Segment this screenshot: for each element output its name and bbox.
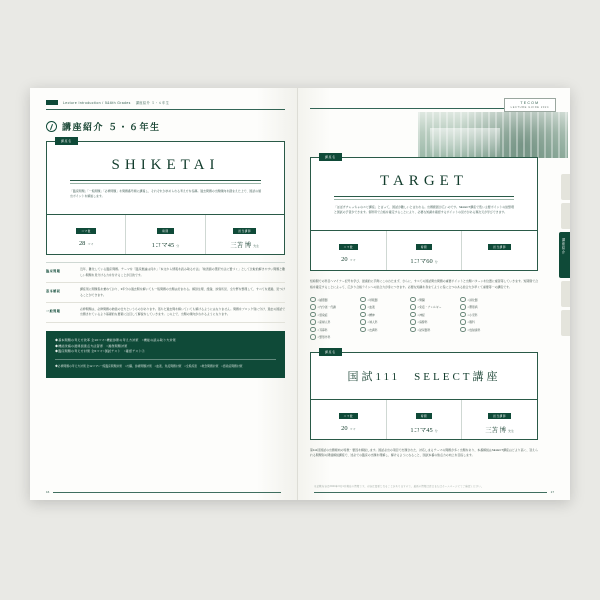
subject-item bbox=[460, 304, 506, 310]
course-description: 「臨床問題」「一般問題」「必修問題」を問題番号順に講義し、それぞれが求められる考え方を指導。過去問題の出題傾向を踏まえた上で、国試の頻出ポイントを解説します。 bbox=[70, 189, 261, 199]
spec-label: 担当講師 bbox=[488, 413, 511, 419]
side-tab-list bbox=[559, 174, 570, 336]
spec-unit: 分 bbox=[434, 260, 438, 265]
bullet-icon bbox=[410, 312, 416, 318]
bullet-icon bbox=[310, 327, 316, 333]
spec-cell-lessons bbox=[47, 215, 126, 254]
subject-item bbox=[460, 327, 506, 333]
bullet-icon bbox=[360, 319, 366, 325]
spec-value: 20 bbox=[341, 424, 348, 432]
spec-label: 担当講師 bbox=[233, 228, 256, 234]
spec-label: コマ数 bbox=[339, 244, 359, 250]
spec-unit: コマ bbox=[349, 258, 356, 263]
header-photo bbox=[418, 112, 568, 158]
running-header-en: Lecture Introduction / 5&6th Grades bbox=[63, 100, 131, 105]
right-page-footer bbox=[314, 490, 554, 494]
subject-label: ○麻酔科 bbox=[417, 320, 428, 324]
course-card-shiketai bbox=[46, 141, 285, 255]
highlight-point: ◆基本問題の考え方改革 全10コマ○機能診断の考え方対策 ○機能の読み取り方対策 bbox=[55, 337, 176, 342]
subject-label: ○内分泌・代謝 bbox=[317, 305, 336, 309]
subject-label: ○呼吸器 bbox=[367, 297, 378, 302]
bullet-icon bbox=[410, 304, 416, 310]
footer-rule bbox=[314, 492, 547, 493]
spec-value: 28 bbox=[78, 240, 86, 248]
spec-cell-duration bbox=[387, 400, 463, 439]
bullet-icon bbox=[460, 327, 466, 333]
feature-text: 近年、難化している臨床問題。テーマを「臨床推論は何か」「本文から情報を読み取る方法」「検査値の選択方法に置づく」として比較的解きやすい問題と難しい問題を見分ける力を付けることが目的です。 bbox=[80, 267, 285, 277]
side-tab-active[interactable] bbox=[559, 232, 570, 278]
magazine-spread bbox=[30, 88, 570, 500]
subject-item bbox=[360, 319, 406, 325]
spec-label: コマ数 bbox=[76, 228, 96, 234]
subject-label: ○耳鼻科 bbox=[317, 327, 328, 332]
subject-label: ○精神 bbox=[367, 312, 375, 317]
card-badge: 講座名 bbox=[55, 137, 78, 145]
course-title: 国試111 SELECT講座 bbox=[347, 370, 501, 383]
feature-label: 臨床問題 bbox=[46, 269, 61, 274]
subject-item bbox=[310, 297, 356, 303]
footer-rule bbox=[53, 492, 281, 493]
card-badge: 講座名 bbox=[319, 153, 342, 161]
bullet-icon bbox=[310, 334, 316, 340]
right-page bbox=[298, 88, 570, 500]
subject-item bbox=[310, 312, 356, 318]
side-tab[interactable] bbox=[561, 281, 570, 307]
subject-item bbox=[410, 312, 456, 318]
subject-label: ○皮膚科 bbox=[367, 327, 378, 332]
course-card-select bbox=[310, 349, 538, 440]
spec-cell-lessons bbox=[311, 231, 387, 270]
card-badge: 講座名 bbox=[319, 348, 342, 356]
bullet-icon bbox=[460, 319, 466, 325]
spec-unit: コマ bbox=[87, 242, 94, 247]
card-divider bbox=[70, 180, 261, 184]
feature-row bbox=[46, 303, 285, 323]
header-block-icon bbox=[46, 100, 58, 105]
subject-item bbox=[310, 327, 356, 333]
spec-label: 時間 bbox=[416, 244, 432, 250]
spec-value: 三苫 博 bbox=[230, 242, 252, 250]
subject-label: ○眼科 bbox=[467, 320, 475, 324]
subject-item bbox=[310, 304, 356, 310]
bullet-icon bbox=[410, 319, 416, 325]
pen-icon bbox=[46, 121, 57, 132]
bullet-icon bbox=[310, 304, 316, 310]
subject-item bbox=[410, 319, 456, 325]
brand-subtitle: LECTURE GUIDE 2024 bbox=[510, 106, 549, 109]
spec-value: 1コマ45 bbox=[410, 426, 433, 434]
bullet-icon bbox=[360, 297, 366, 303]
subject-label: ○放射線科 bbox=[467, 327, 481, 332]
bullet-icon bbox=[310, 319, 316, 325]
course-card-target bbox=[310, 157, 538, 271]
feature-list bbox=[46, 262, 285, 322]
subject-label: ○泌尿器科 bbox=[417, 327, 431, 332]
brand-name: TECOM bbox=[520, 101, 540, 105]
footnote: ※記載内容は2024年3月1日現在の情報です。内容は変更となることがありますので、最新の情報は窓口またはホームページにてご確認ください。 bbox=[314, 485, 484, 488]
spec-value: 三苫 博 bbox=[485, 426, 507, 434]
subject-label: ○血液 bbox=[367, 305, 375, 309]
spec-label: コマ数 bbox=[339, 413, 359, 419]
section-heading: 講座紹介 ５・６年生 bbox=[62, 122, 161, 132]
subject-item bbox=[360, 327, 406, 333]
select-paragraph: 第111回国試の出題傾向の特徴・要因を解説します。国試必出の項目で出題された、対応しまるテーマの問題が多く出題をあり、本番解説はSELECT講座はどより高く、答えられる問題別の関連解説講座で、述必での臨床の出題を理解し、解けるようになること、国試本番の焦点力の向上を目指します。 bbox=[310, 447, 538, 458]
feature-text: 講座別に問題集を兼ねており、3年分の過去問を解いても一般問題の出題は好まれる。解剖生理、組織、診察所見、全分野を整理して、すべてを通過、見つけることができます。 bbox=[80, 287, 285, 297]
running-header-jp: 講座紹介 ５・６年生 bbox=[135, 101, 170, 105]
course-description: 「ほぼガチャっちゃのエビ講座」と言って、国試が難しいと言われる。出題範囲が広いのです。SELECT講座で低い主要ポイントの総整理と国試の予習ができます。個科用で合格を確定することにより、必要な知識を確認するポイントの見方がある異次元が学びできます。 bbox=[334, 205, 514, 215]
bullet-icon bbox=[410, 327, 416, 333]
course-spec-table bbox=[311, 399, 537, 439]
spec-value: 20 bbox=[341, 256, 348, 264]
subject-label: ○整形外科 bbox=[317, 335, 331, 339]
feature-row bbox=[46, 263, 285, 283]
subject-item bbox=[360, 297, 406, 303]
brand-tag bbox=[504, 98, 556, 112]
bullet-icon bbox=[360, 312, 366, 318]
spec-label: 時間 bbox=[416, 413, 432, 419]
bullet-icon bbox=[360, 327, 366, 333]
spec-unit: 分 bbox=[434, 428, 438, 433]
subject-item bbox=[310, 334, 356, 340]
spec-unit: 先生 bbox=[253, 244, 260, 249]
bullet-icon bbox=[460, 297, 466, 303]
subject-item bbox=[410, 304, 456, 310]
highlight-point: ◆機能改稿の最終到達点方法習得 ○画像問題対策 bbox=[55, 343, 128, 348]
subject-item bbox=[460, 319, 506, 325]
highlight-point: ◆臨床問題の考え方対策 全6コマ○国試テスト ○確認テスト② bbox=[55, 349, 145, 354]
spec-unit: 分 bbox=[176, 244, 180, 249]
feature-label: 基本解説 bbox=[46, 289, 61, 294]
spec-label: 担当講師 bbox=[488, 244, 511, 250]
subject-label: ○小児科 bbox=[467, 312, 478, 317]
subject-item bbox=[310, 319, 356, 325]
left-running-header bbox=[46, 100, 285, 107]
page-title bbox=[46, 120, 285, 133]
spec-cell-duration bbox=[387, 231, 463, 270]
card-divider bbox=[334, 196, 514, 200]
spec-cell-instructor bbox=[462, 400, 537, 439]
page-number: 16 bbox=[46, 490, 50, 494]
subject-label: ○感染症 bbox=[317, 312, 328, 317]
highlight-point: ◆必修問題の考え方対策 全12コマ○一般臨床問題対策 ○内臓、診療問題対策 ○血液、免疫問題対策 ○全般疾患 ○救急問題対策 ○感染症問題対策 bbox=[55, 359, 276, 369]
subject-label: ○循環器 bbox=[317, 297, 328, 302]
bullet-icon bbox=[460, 304, 466, 310]
side-tab[interactable] bbox=[561, 310, 570, 336]
feature-row bbox=[46, 283, 285, 303]
left-page-footer bbox=[46, 490, 281, 494]
bullet-icon bbox=[410, 297, 416, 303]
subject-list bbox=[310, 297, 538, 340]
spec-cell-instructor bbox=[206, 215, 284, 254]
spec-value: 1コマ45 bbox=[151, 242, 175, 250]
subject-label: ○免疫・アレルギー bbox=[417, 305, 442, 309]
subject-item bbox=[410, 327, 456, 333]
bullet-icon bbox=[310, 297, 316, 303]
subject-item bbox=[410, 297, 456, 303]
spec-label: 時間 bbox=[157, 228, 173, 234]
subject-item bbox=[360, 312, 406, 318]
side-tab[interactable] bbox=[561, 203, 570, 229]
bullet-icon bbox=[460, 312, 466, 318]
header-rule bbox=[46, 109, 285, 110]
side-tab[interactable] bbox=[561, 174, 570, 200]
course-title: TARGET bbox=[380, 173, 468, 189]
spec-unit: コマ bbox=[349, 426, 356, 431]
bullet-icon bbox=[310, 312, 316, 318]
spec-value: 1コマ60 bbox=[410, 258, 433, 266]
subject-label: ○膠原病 bbox=[467, 305, 478, 309]
highlight-box bbox=[46, 331, 285, 378]
course-title: SHIKETAI bbox=[111, 157, 220, 173]
spec-cell-lessons bbox=[311, 400, 387, 439]
subject-label: ○婦人科 bbox=[367, 320, 378, 324]
left-page bbox=[30, 88, 298, 500]
subject-item bbox=[460, 312, 506, 318]
subject-label: ○産婦人科 bbox=[317, 320, 331, 324]
feature-label: 一般問題 bbox=[46, 308, 61, 313]
subject-item bbox=[460, 297, 506, 303]
feature-text: 必修問題は、必修問題の勉強の仕方というものがあります。落ちた過去問を解いていても解けるようにはなりません。問題をブロック別に分け、過去の国試で出題されているより基礎的な要素に注目して解説をしていきます。この上で、出題の傾向がわかるようになります。 bbox=[80, 306, 286, 317]
bullet-icon bbox=[360, 304, 366, 310]
spec-unit: 先生 bbox=[508, 428, 515, 433]
subject-label: ○腎臓 bbox=[417, 297, 425, 302]
subject-label: ○消化器 bbox=[467, 297, 478, 302]
side-tab-label: 講座紹介 bbox=[561, 238, 565, 255]
course-spec-table bbox=[311, 230, 537, 270]
subject-item bbox=[360, 304, 406, 310]
page-number: 17 bbox=[550, 490, 554, 494]
subject-label: ○神経 bbox=[417, 312, 425, 317]
target-paragraph: 短時間での科目ヘマイナー記号を学び、最適的に手際にこのわたまず、さらに、すべての国試関出問題の重要ポイントと出題パターンを位置に複習等していきます。短期間で合格を確定することによって、広がり合格ラインへの総合力が身につきます。必要な知識を身まてように役に立つのある総合力が早くて重要等一の講座です。 bbox=[310, 279, 538, 290]
course-spec-table bbox=[47, 214, 284, 254]
spec-cell-duration bbox=[126, 215, 205, 254]
spec-cell-instructor bbox=[462, 231, 537, 270]
